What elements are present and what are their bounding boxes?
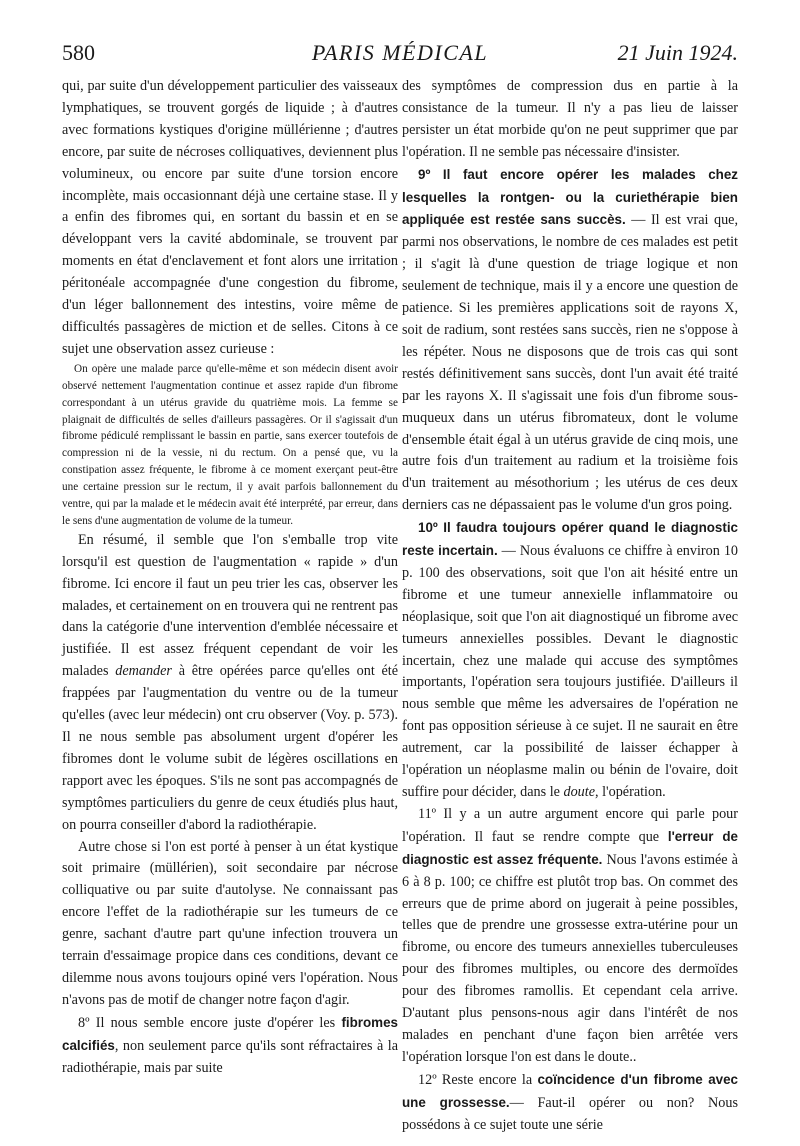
heading-item-11: l'erreur de diagnostic est assez fréquente.	[402, 828, 738, 867]
journal-title: PARIS MÉDICAL	[311, 40, 489, 65]
issue-date: 21 Juin 1924.	[617, 40, 738, 65]
paragraph-item-11: 11º Il y a un autre argument encore qui parle pour l'opération. Il faut se rendre compte que l'erreur de diagnostic est assez fréquente. Nous l'avons estimée à 6 à 8 p. 100; ce chiffre est plutôt trop bas. On commet des erreurs que de prime abord on jugerait à peine possibles, telles que de prendre une grossesse extra-utérine pour un fibrome, ou encore des tumeurs annexielles tuberculeuses pour des fibromes multiples, ou encore des dermoïdes pour des fibromes ramollis. Et cependant cela arrive. D'autant plus pensons-nous agir dans l'intérêt de nos malades en penchant d'une façon bien arrêtée vers l'opération lorsque l'on est dans le doute..	[402, 805, 738, 1065]
paragraph-item-12: 12º Reste encore la coïncidence d'un fibrome avec une grossesse.— Faut-il opérer ou non? Nous possédons à ce sujet toute une série	[402, 1071, 739, 1133]
paragraph-item-8: 8º Il nous semble encore juste d'opérer les fibromes calcifiés, non seulement parce qu'ils sont réfractaires à la radiothérapie, mais par suite	[62, 1014, 398, 1076]
heading-item-10: 10º Il faudra toujours opérer quand le diagnostic reste incertain.	[402, 520, 738, 559]
paragraph-kystique: Autre chose si l'on est porté à penser à un état kystique soit primaire (müllérien), soit secondaire par nécrose colliquative ou par suite d'autolyse. Ne connaissant pas encore l'effet de la radiothérapie sur les tumeurs de ce genre, sachant d'autre part qu'une infection trouvera un terrain d'essaimage propice dans ces conditions, devant ce dilemme nous avons toujours opiné vers l'opération. Nous n'avons pas de motif de changer notre façon d'agir.	[62, 838, 398, 1008]
paragraph-continuation: qui, par suite d'un développement particulier des vaisseaux lymphatiques, se trouvent gorgés de liquide ; à d'autres avec formations kystiques d'origine müllérienne ; d'autres encore, par suite de nécroses colliquatives, deviennent plus volumineux, ou encore par suite d'une torsion encore incomplète, mais occasionnant déjà une certaine stase. Il y a enfin des fibromes qui, en sortant du bassin et en se développant vers la cavité abdominale, se trouvent par moments en état d'enclavement et font alors une irritation péritonéale accompagnée d'une congestion du fibrome, d'un léger ballonnement des intestins, voire même de difficultés passagères de miction et de selles. Citons à ce sujet une observation assez curieuse :	[62, 78, 398, 357]
paragraph-continuation-right: des symptômes de compression dus en partie à la consistance de la tumeur. Il n'y a pas lieu de laisser persister un état morbide qu'on ne peut supprimer que par l'opération. Il ne semble pas nécessaire d'insister.	[402, 78, 738, 160]
paragraph-item-10: 10º Il faudra toujours opérer quand le diagnostic reste incertain. — Nous évaluons ce chiffre à environ 10 p. 100 des observations, soit que l'on ait hésité entre un fibrome et une tumeur annexielle inflammatoire ou néoplasique, soit que l'on ait diagnostiqué un fibrome avec tumeurs annexielles possibles. Devant le diagnostic incertain, chez une malade qui accuse des symptômes importants, l'opération sera toujours justifiée. D'ailleurs il nous semble que même les adversaires de l'opération ne font pas opposition sérieuse à ce sujet. Il ne saurait en être autrement, car la possibilité de laisser échapper à l'opération un néoplasme malin ou bénin de l'ovaire, doit suffire pour décider, dans le doute, l'opération.	[402, 520, 739, 800]
heading-item-9: 9º Il faut encore opérer les malades chez lesquelles la rontgen- ou la curiethérapie bien appliquée est restée sans succès.	[402, 166, 738, 228]
paragraph-item-9: 9º Il faut encore opérer les malades chez lesquelles la rontgen- ou la curiethérapie bien appliquée est restée sans succès. — Il est vrai que, parmi nos observations, le nombre de ces malades est petit ; il s'agit là d'une question de triage logique et non seulement de technique, mais il y a encore une question de patience. Si les premières applications soit de rayons X, soit de radium, sont restées sans succès, rien ne s'oppose à les répéter. Nous ne disposons que de trois cas qui sont restés définitivement sans succès, dont l'un avait été traité par les rayons X. Il s'agissait une fois d'un fibrome sous-muqueux dans un utérus fibromateux, dont le volume d'ensemble était égal à un utérus gravide de cinq mois, une autre fois d'un traitement au radium et la troisième fois d'un traitement au mésothorium ; les utérus de ces deux derniers cas ne dépassaient pas le volume d'un gros poing.	[402, 166, 739, 514]
paragraph-resume: En résumé, il semble que l'on s'emballe trop vite lorsqu'il est question de l'augmentation « rapide » d'un fibrome. Ici encore il faut un peu trier les cas, observer les malades, et certainement on en trouvera qui ne rentrent pas dans la catégorie d'une intervention d'emblée nécessaire et justifiée. Il est assez fréquent cependant de voir les malades demander à être opérées parce qu'elles ont été frappées par l'augmentation du ventre ou de la tumeur qu'elles (avec leur médecin) ont cru observer (Voy. p. 573). Il ne nous semble pas absolument urgent d'opérer les fibromes dont le volume subit de légères oscillations en rapport avec les époques. S'ils ne sont pas accompagnés de symptômes particuliers du genre de ceux étudiés plus haut, on pourra conseiller d'abord la radiothérapie.	[62, 531, 399, 833]
left-column	[62, 76, 398, 1080]
heading-item-12: coïncidence d'un fibrome avec une grossesse.	[402, 1071, 739, 1110]
emphasis-doute: doute	[563, 784, 596, 800]
page-header	[62, 40, 738, 70]
heading-fibromes-calcifies: fibromes calcifiés	[62, 1014, 398, 1053]
observation-note: On opère une malade parce qu'elle-même et son médecin disent avoir observé nettement l'augmentation continue et assez rapide d'un fibrome correspondant à un utérus gravide du quatrième mois. La femme se plaignait de difficultés de selles d'ailleurs passagères. Or il s'agissait d'un fibrome pédiculé remplissant le bassin en partie, sans exercer toutefois de compression ni de la vessie, ni du rectum. On a pensé que, vu la constipation assez fréquente, le fibrome à ce moment exerçant peut-être une certaine pression sur le rectum, il y avait parfois ballonnement du ventre, qui par la malade et le médecin avait été interprété, par erreur, dans le sens d'une augmentation de volume de la tumeur.	[62, 362, 398, 527]
page-number: 580	[62, 40, 95, 65]
emphasis-demander: demander	[115, 663, 172, 680]
right-column	[402, 76, 738, 1137]
